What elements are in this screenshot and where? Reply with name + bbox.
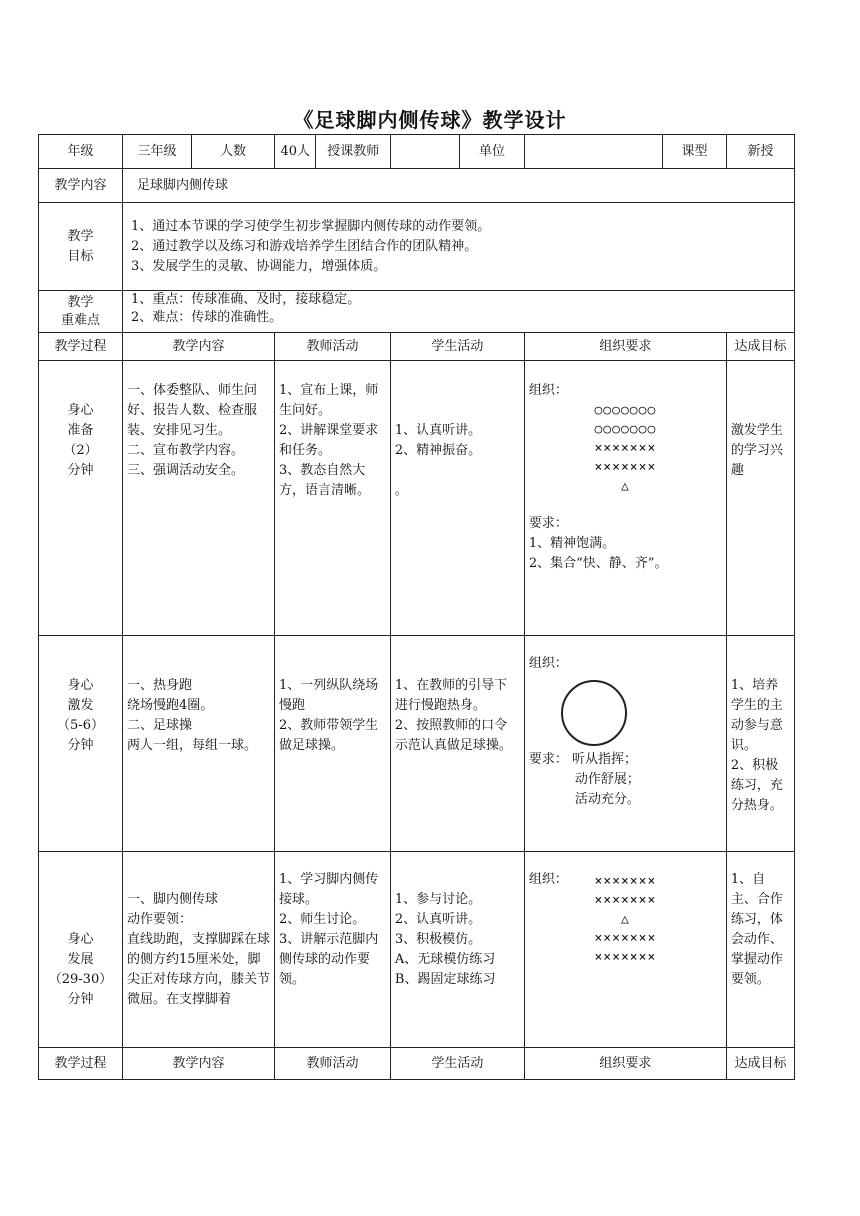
student-cell: 1、认真听讲。 2、精神振奋。 。 [390,361,524,636]
goal-cell: 1、培养学生的主动参与意识。 2、积极练习，充分热身。 [726,636,794,852]
formation-line: △ [620,912,630,927]
table-row [39,636,795,852]
formation-line: △ [620,479,630,494]
goals-list [123,203,795,291]
formation-line: ××××××× [594,441,657,456]
req-item: 活动充分。 [574,792,640,807]
phase-cell: 身心 准备 （2） 分钟 [39,361,123,636]
student-cell: 1、在教师的引导下进行慢跑热身。 2、按照教师的口令示范认真做足球操。 [390,636,524,852]
formation-line: ××××××× [594,874,657,889]
type-label: 课型 [663,135,727,169]
column-header: 教学内容 [123,333,275,361]
keypoints-label: 教学 重难点 [39,291,123,333]
teacher-cell: 1、一列纵队绕场慢跑 2、教师带领学生做足球操。 [275,636,391,852]
org-label: 组织： [528,656,568,671]
column-header: 教学过程 [39,333,123,361]
keypoints-row [39,291,795,333]
formation-line: ○○○○○○○ [594,403,657,418]
req-label: 要求： [528,752,568,767]
goal-item: 2、通过教学以及练习和游戏培养学生团结合作的团队精神。 [131,238,478,254]
lesson-plan-table [38,134,795,1080]
formation-line: ○○○○○○○ [594,422,657,437]
grade-label: 年级 [39,135,123,169]
column-header-row [39,1048,795,1080]
content-row [39,169,795,203]
goals-label: 教学 目标 [39,203,123,291]
content-cell: 一、脚内侧传球 动作要领： 直线助跑，支撑脚踩在球的侧方约15厘米处，脚尖正对传球方向，膝关节微屈。在支撑脚着 [123,852,275,1048]
grade-value: 三年级 [123,135,192,169]
content-cell: 一、热身跑 绕场慢跑4圈。 二、足球操 两人一组，每组一球。 [123,636,275,852]
req-line [529,750,722,770]
column-header: 教学内容 [123,1048,275,1080]
keypoint-item: 2、难点：传球的准确性。 [131,310,283,325]
column-header: 组织要求 [524,333,726,361]
type-value: 新授 [726,135,794,169]
org-label: 组织： [528,383,568,398]
keypoint-item: 1、重点：传球准确、及时，接球稳定。 [131,292,361,307]
teacher-cell: 1、学习脚内侧传接球。 2、师生讨论。 3、讲解示范脚内侧传球的动作要领。 [275,852,391,1048]
column-header: 教学过程 [39,1048,123,1080]
column-header: 教师活动 [275,333,391,361]
student-cell: 1、参与讨论。 2、认真听讲。 3、积极模仿。 A、无球模仿练习 B、踢固定球练习 [390,852,524,1048]
content-value: 足球脚内侧传球 [123,169,795,203]
teacher-cell: 1、宣布上课，师生问好。 2、讲解课堂要求和任务。 3、教态自然大方，语言清晰。 [275,361,391,636]
goals-row [39,203,795,291]
teacher-label: 授课教师 [316,135,390,169]
formation-line: ××××××× [594,893,657,908]
org-label: 组织： [528,872,568,887]
teacher-value [390,135,459,169]
page-title: 《足球脚内侧传球》教学设计 [293,108,567,132]
phase-cell: 身心 发展 （29-30） 分钟 [39,852,123,1048]
column-header: 组织要求 [524,1048,726,1080]
goal-cell: 激发学生的学习兴趣 [726,361,794,636]
table-row [39,852,795,1048]
keypoints-list [123,291,795,333]
column-header: 学生活动 [390,333,524,361]
formation-line: ××××××× [594,460,657,475]
formation-diagram [529,401,722,496]
column-header: 达成目标 [726,1048,794,1080]
goal-cell: 1、自主、合作练习，体会动作、掌握动作要领。 [726,852,794,1048]
phase-cell: 身心 激发 （5-6） 分钟 [39,636,123,852]
goal-item: 3、发展学生的灵敏、协调能力，增强体质。 [131,258,387,274]
column-header-row [39,333,795,361]
req-item: 2、集合“快、静、齐”。 [528,556,668,571]
org-cell [524,852,726,1048]
circle-formation-icon [561,680,627,746]
column-header: 达成目标 [726,333,794,361]
org-cell [524,361,726,636]
content-label: 教学内容 [39,169,123,203]
column-header: 教师活动 [275,1048,391,1080]
count-label: 人数 [192,135,275,169]
org-cell [524,636,726,852]
content-cell: 一、体委整队、师生问好、报告人数、检查服装、安排见习生。 二、宣布教学内容。 三、强调活动安全。 [123,361,275,636]
unit-label: 单位 [460,135,525,169]
count-value: 40人 [275,135,316,169]
header-row [39,135,795,169]
req-item: 动作舒展； [574,772,640,787]
unit-value [524,135,662,169]
goal-item: 1、通过本节课的学习使学生初步掌握脚内侧传球的动作要领。 [131,218,491,234]
table-row [39,361,795,636]
formation-line: ××××××× [594,931,657,946]
req-item: 听从指挥； [572,752,638,767]
formation-line: ××××××× [594,950,657,965]
column-header: 学生活动 [390,1048,524,1080]
req-item: 1、精神饱满。 [528,536,616,551]
req-label: 要求： [528,516,568,531]
